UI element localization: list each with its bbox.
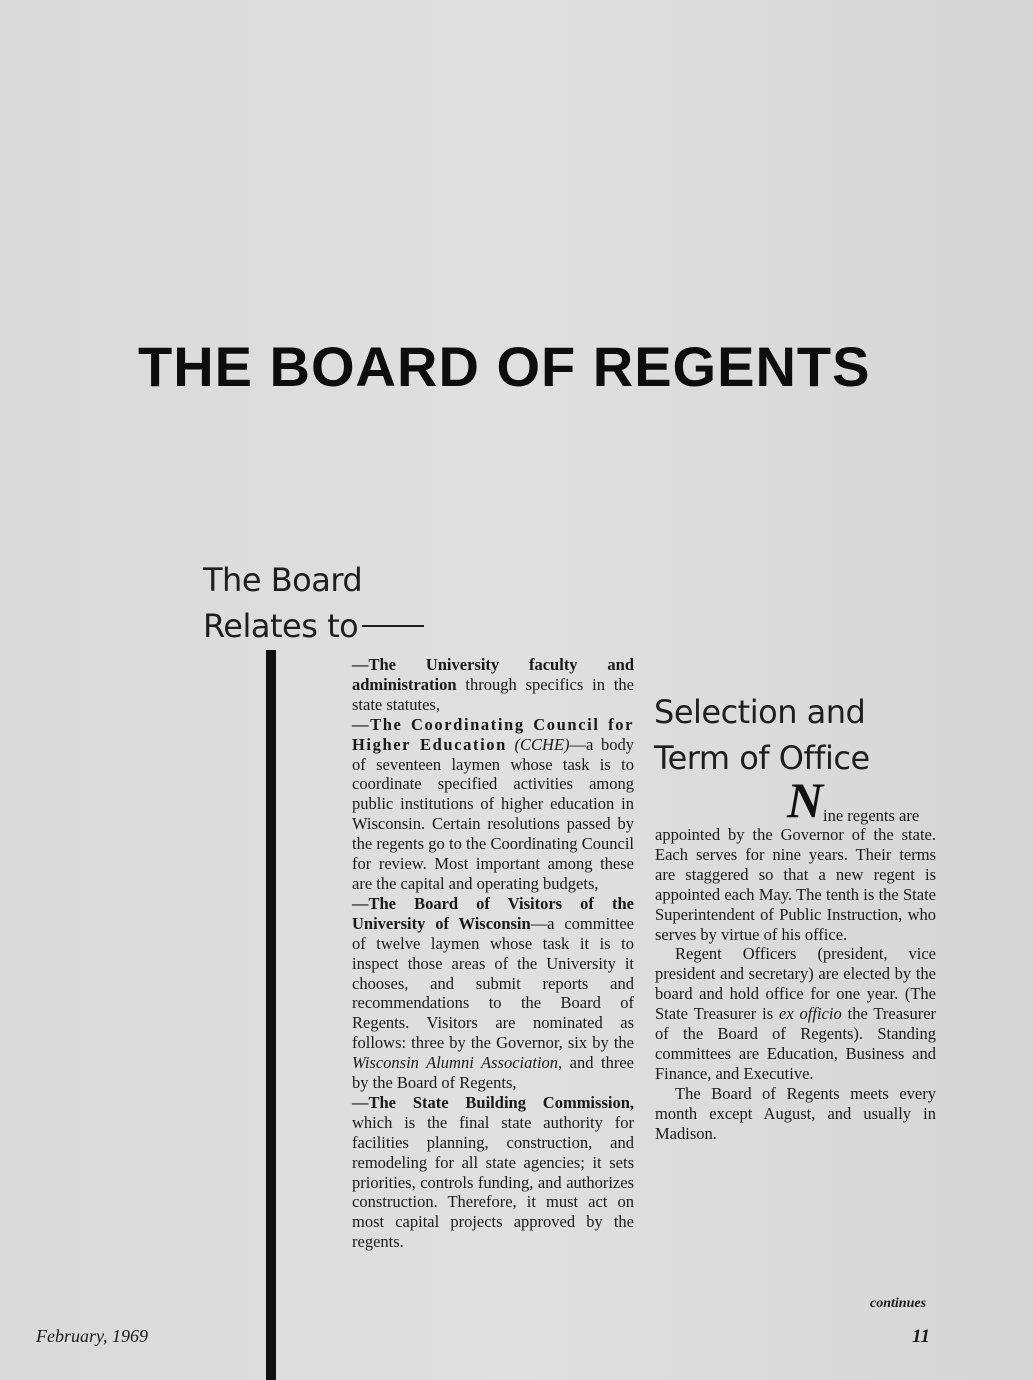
relates-heading-line2-text: Relates to (203, 607, 359, 645)
faculty-text: through specifics in the state statutes, (352, 674, 634, 714)
cche-abbrev: (CCHE) (506, 734, 570, 754)
officers-text-a: Regent Officers (president, vice president and secretary) are elected by the board and hold office for one year. (The State Treasurer is (655, 944, 936, 1024)
continues-label: continues (870, 1296, 927, 1311)
cche-text: —a body of seventeen laymen whose task is to coordinate specified activities among public institutions of higher education in Wisconsin. Certain resolutions passed by the regents go to the Coordinating Council for review. Most important among these are the capital and operating budgets, (352, 734, 635, 893)
relates-heading (203, 557, 424, 649)
relates-heading-line1: The Board (203, 561, 363, 599)
ex-officio: ex officio (779, 1004, 842, 1024)
selection-paragraph-officers (655, 944, 936, 1083)
page-number: 11 (912, 1326, 930, 1347)
selection-heading (654, 689, 870, 781)
visitors-text-b: and three by the Board of Regents, (352, 1053, 634, 1093)
vertical-rule (266, 650, 276, 1380)
faculty-lead: —The University faculty and administration (352, 655, 634, 694)
building-lead: —The State Building Commission, (352, 1092, 634, 1112)
selection-heading-line1: Selection and (654, 693, 866, 731)
relates-paragraph-building (352, 1093, 634, 1252)
relates-paragraph-faculty (352, 655, 634, 715)
page-title: THE BOARD OF REGENTS (138, 335, 871, 398)
relates-heading-line2 (203, 603, 424, 649)
selection-paragraph-meetings: The Board of Regents meets every month except August, and usually in Madison. (655, 1083, 936, 1143)
relates-column (352, 655, 634, 1252)
relates-paragraph-visitors (352, 894, 634, 1093)
heading-dash (362, 625, 424, 627)
cche-lead: —The Coordinating Council for Higher Education (352, 714, 634, 754)
visitors-text-a: —a committee of twelve laymen whose task it is to inspect those areas of the University it chooses, and submit reports and recommendations to the Board of Regents. Visitors are nominated as follows: three by the Governor, six by the (352, 913, 634, 1053)
drop-cap-continuation: ine regents are (823, 806, 920, 825)
footer-date: February, 1969 (36, 1326, 148, 1346)
selection-paragraph-appointment: appointed by the Governor of the state. Each serves for nine years. Their terms are staggered so that a new regent is appointed each May. The tenth is the State Superintendent of Public Instruction, who serves by virtue of his office. (655, 825, 936, 944)
officers-text-b: the Treasurer of the Board of Regents). Standing committees are Education, Business and Finance, and Executive. (655, 1004, 937, 1083)
alumni-association: Wisconsin Alumni Association, (352, 1053, 563, 1073)
visitors-lead: —The Board of Visitors of the University of Wisconsin (352, 893, 634, 933)
relates-paragraph-cche (352, 715, 634, 894)
selection-heading-line2: Term of Office (654, 739, 870, 777)
selection-column (655, 825, 936, 1144)
building-text: which is the final state authority for facilities planning, construction, and remodeling for all state agencies; it sets priorities, controls funding, and authorizes construction. Therefore, it must act on most capital projects approved by the regents. (352, 1112, 634, 1252)
drop-cap: N (787, 772, 824, 828)
